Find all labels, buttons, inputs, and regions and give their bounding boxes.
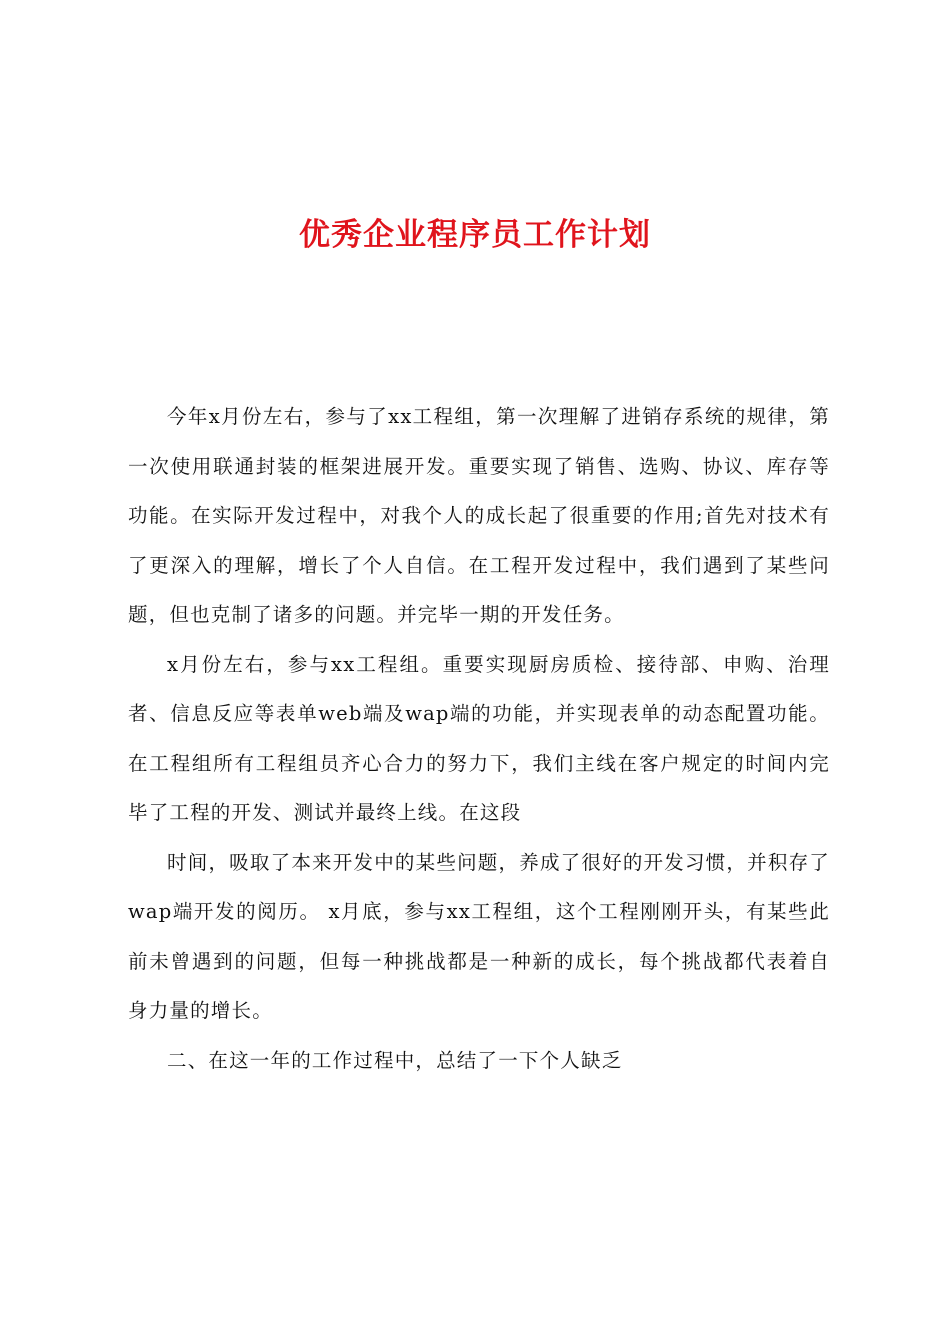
- document-title: 优秀企业程序员工作计划: [299, 217, 651, 253]
- paragraph-1: 今年x月份左右，参与了xx工程组，第一次理解了进销存系统的规律，第一次使用联通封装的框架进展开发。重要实现了销售、选购、协议、库存等功能。在实际开发过程中，对我个人的成长起了很重要的作用;首先对技术有了更深入的理解，增长了个人自信。在工程开发过程中，我们遇到了某些问题，但也克制了诸多的问题。并完毕一期的开发任务。: [128, 405, 830, 626]
- document-body: [128, 392, 830, 1085]
- paragraph-3: 时间，吸取了本来开发中的某些问题，养成了很好的开发习惯，并积存了wap端开发的阅历。 x月底，参与xx工程组，这个工程刚刚开头，有某些此前未曾遇到的问题，但每一种挑战都是一种新的成长，每个挑战都代表着自身力量的增长。: [128, 850, 830, 1022]
- paragraph-2: x月份左右，参与xx工程组。重要实现厨房质检、接待部、申购、治理者、信息反应等表单web端及wap端的功能，并实现表单的动态配置功能。在工程组所有工程组员齐心合力的努力下，我们主线在客户规定的时间内完毕了工程的开发、测试并最终上线。在这段: [128, 652, 830, 824]
- paragraph-4: 二、在这一年的工作过程中，总结了一下个人缺乏: [167, 1048, 623, 1072]
